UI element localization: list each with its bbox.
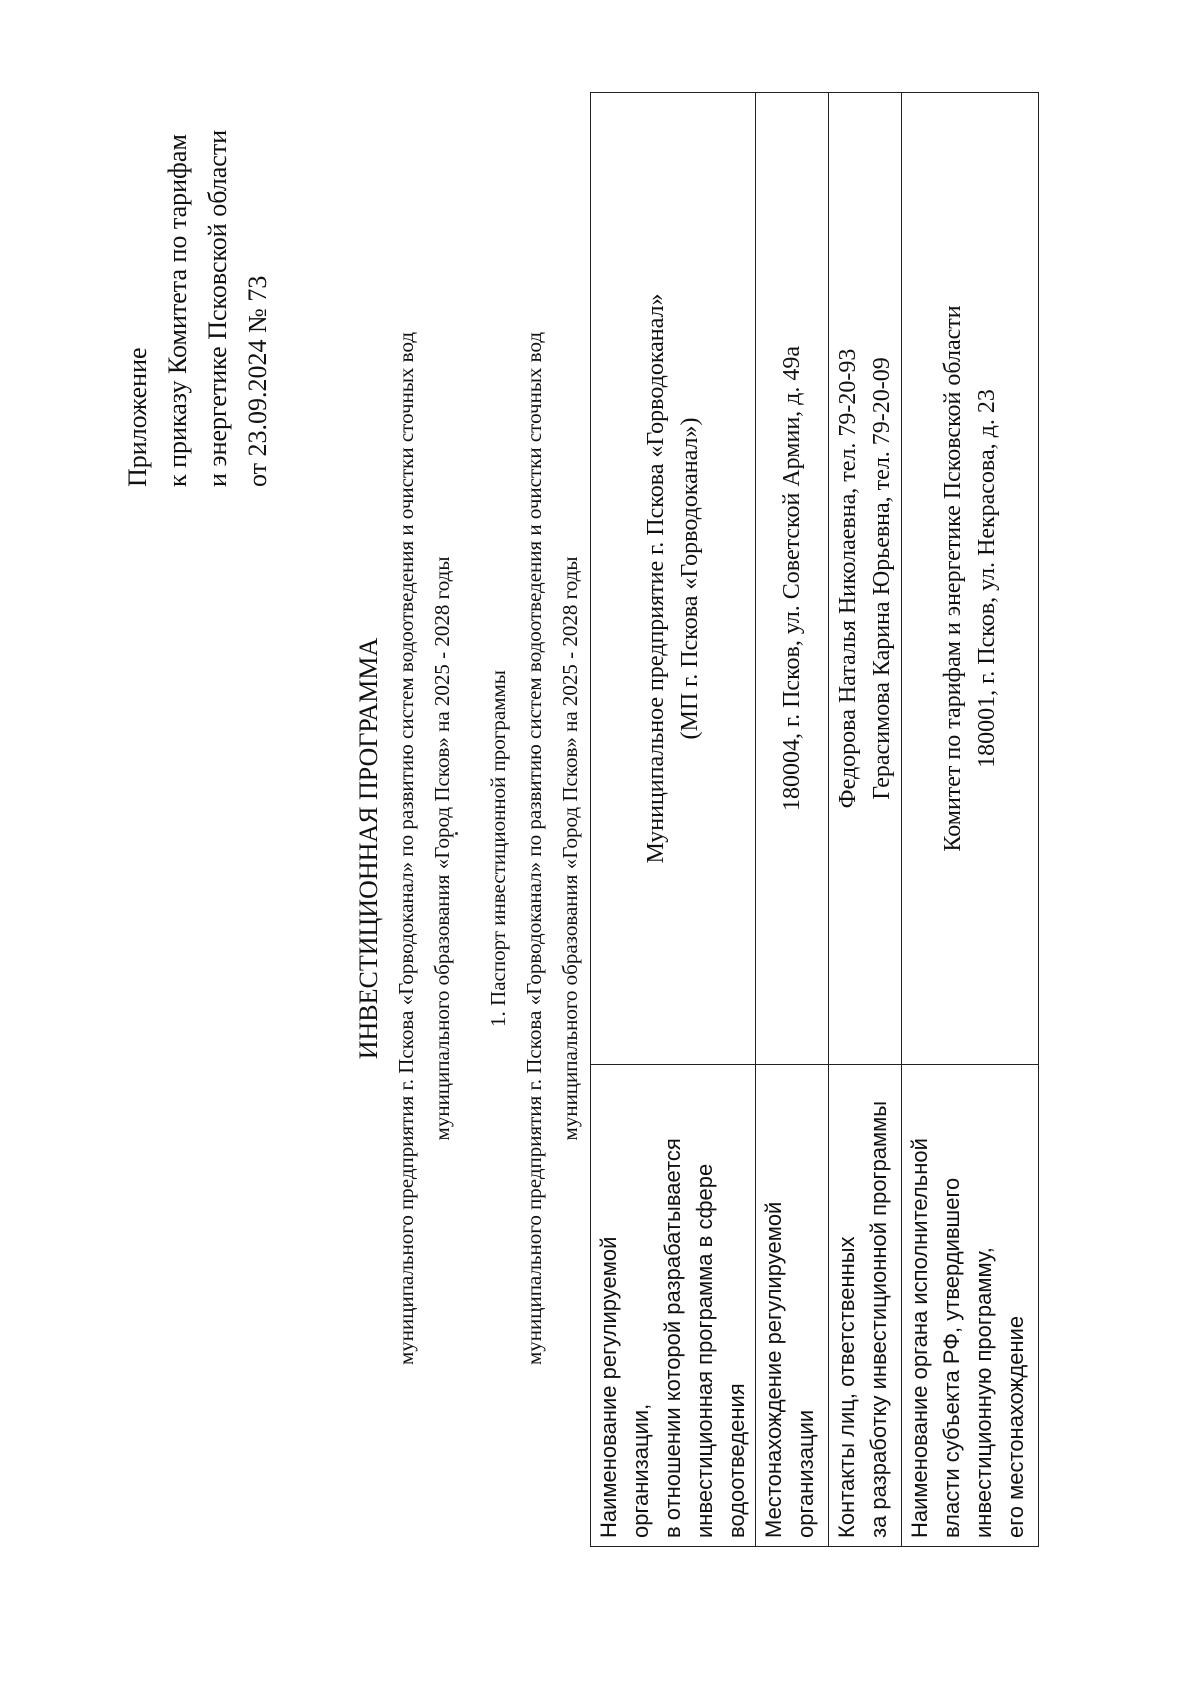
label-line: Местонахождение регулируемой xyxy=(761,1201,786,1538)
value-line: Герасимова Карина Юрьевна, тел. 79-20-09 xyxy=(869,357,895,800)
row-label xyxy=(829,1065,902,1547)
row-label xyxy=(756,1065,829,1547)
value-line: Федорова Наталья Николаевна, тел. 79-20-93 xyxy=(835,348,861,809)
passport-heading-block xyxy=(480,0,588,1697)
table-row xyxy=(902,93,1039,1547)
label-line: власти субъекта РФ, утвердившего xyxy=(939,1177,964,1538)
label-line: Контакты лиц, ответственных xyxy=(834,1236,859,1538)
table-row xyxy=(756,93,829,1547)
label-line: его местонахождение xyxy=(1003,1315,1028,1538)
row-value xyxy=(756,93,829,1065)
appendix-line: от 23.09.2024 № 73 xyxy=(243,275,272,487)
row-label xyxy=(902,1065,1039,1547)
passport-table xyxy=(590,92,1039,1547)
label-line: за разработку инвестиционной программы xyxy=(866,1100,891,1538)
table-row xyxy=(829,93,902,1547)
appendix-line: и энергетике Псковской области xyxy=(203,129,232,487)
document-title-block xyxy=(350,0,460,1697)
appendix-line: Приложение xyxy=(123,347,152,487)
label-line: в отношении которой разрабатывается xyxy=(660,1138,685,1538)
label-line: инвестиционная программа в сфере xyxy=(692,1163,717,1538)
label-line: водоотведения xyxy=(724,1383,749,1538)
value-line: Комитет по тарифам и энергетике Псковской области xyxy=(940,305,966,852)
document-title: ИНВЕСТИЦИОННАЯ ПРОГРАММА xyxy=(354,637,383,1060)
value-line: 180004, г. Псков, ул. Советской Армии, д. 49а xyxy=(779,345,805,812)
value-line: (МП г. Пскова «Горводоканал») xyxy=(677,417,703,740)
row-value xyxy=(829,93,902,1065)
passport-subtitle-line2: муниципального образования «Город Псков» на 2025 - 2028 годы xyxy=(558,556,582,1141)
row-value xyxy=(591,93,756,1065)
document-subtitle-line2: муниципального образования «Город Псков» на 2025 - 2028 годы xyxy=(430,556,454,1141)
label-line: Наименование органа исполнительной xyxy=(907,1138,932,1538)
document-subtitle-line1: муниципального предприятия г. Пскова «Горводоканал» по развитию систем водоотведения и очистки сточных вод xyxy=(394,331,418,1366)
row-label xyxy=(591,1065,756,1547)
table-row xyxy=(591,93,756,1547)
label-line: Наименование регулируемой xyxy=(596,1236,621,1538)
appendix-line: к приказу Комитета по тарифам xyxy=(163,134,192,487)
row-value xyxy=(902,93,1039,1065)
label-line: организации, xyxy=(628,1403,653,1538)
passport-subtitle-line1: муниципального предприятия г. Пскова «Горводоканал» по развитию систем водоотведения и очистки сточных вод xyxy=(522,331,546,1366)
appendix-note xyxy=(118,130,278,487)
passport-heading: 1. Паспорт инвестиционной программы xyxy=(486,670,510,1027)
value-line: 180001, г. Псков, ул. Некрасова, д. 23 xyxy=(974,389,1000,768)
label-line: организации xyxy=(793,1409,818,1538)
label-line: инвестиционную программу, xyxy=(971,1247,996,1538)
stray-dot xyxy=(455,832,458,835)
value-line: Муниципальное предприятие г. Пскова «Горводоканал» xyxy=(643,293,669,864)
